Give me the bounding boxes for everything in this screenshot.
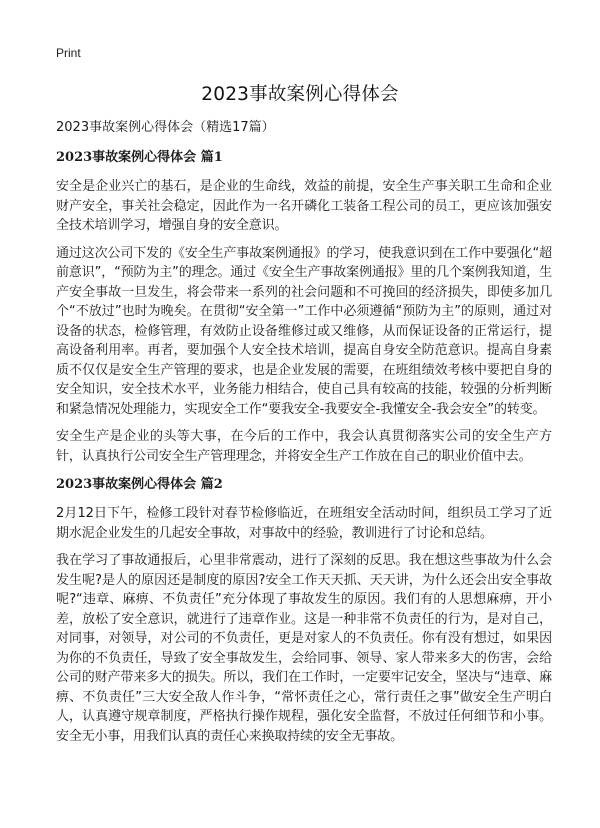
section-1 xyxy=(56,148,552,466)
paragraph: 安全是企业兴亡的基石，是企业的生命线，效益的前提，安全生产事关职工生命和企业财产安全，事关社会稳定，因此作为一名开磷化工装备工程公司的员工，更应该加强安全技术培训学习，增强自身的安全意识。 xyxy=(56,179,552,233)
section-heading: 2023事故案例心得体会 篇2 xyxy=(56,477,223,492)
paragraph: 我在学习了事故通报后，心里非常震动，进行了深刻的反思。我在想这些事故为什么会发生呢?是人的原因还是制度的原因?安全工作天天抓、天天讲，为什么还会出安全事故呢?“违章、麻痹、不负责任”充分体现了事故发生的原因。我们有的人思想麻痹，开小差，放松了安全意识，就进行了违章作业。这是一种非常不负责任的行为，是对自己，对同事，对领导，对公司的不负责任，更是对家人的不负责任。你有没有想过，如果因为你的不负责任，导致了安全事故发生，会给同事、领导、家人带来多大的伤害，会给公司的财产带来多大的损失。所以，我们在工作时，一定要牢记安全，坚决与“违章、麻痹、不负责任”三大安全敌人作斗争，“常怀责任之心，常行责任之事”做安全生产明白人，认真遵守规章制度，严格执行操作规程，强化安全监督，不放过任何细节和小事。安全无小事，用我们认真的责任心来换取持续的安全无事故。 xyxy=(56,553,552,744)
section-2 xyxy=(56,475,552,746)
paragraph: 2月12日下午，检修工段针对春节检修临近，在班组安全活动时间，组织员工学习了近期水泥企业发生的几起安全事故，对事故中的经验，教训进行了讨论和总结。 xyxy=(56,506,552,541)
section-heading: 2023事故案例心得体会 篇1 xyxy=(56,150,223,165)
document-subtitle: 2023事故案例心得体会（精选17篇） xyxy=(56,120,275,135)
print-link[interactable]: Print xyxy=(56,46,81,60)
paragraph: 安全生产是企业的头等大事，在今后的工作中，我会认真贯彻落实公司的安全生产方针，认真执行公司安全生产管理理念，并将安全生产工作放在自己的职业价值中去。 xyxy=(56,429,552,464)
paragraph: 通过这次公司下发的《安全生产事故案例通报》的学习，使我意识到在工作中要强化“超前意识”，“预防为主”的理念。通过《安全生产事故案例通报》里的几个案例我知道，生产安全事故一旦发生，将会带来一系列的社会问题和不可挽回的经济损失，即使多加几个“不放过”也时为晚矣。在贯彻“安全第一”工作中必须遵循“预防为主”的原则，通过对设备的状态，检修管理，有效防止设备维修过或又维修，从而保证设备的正常运行，提高设备利用率。再者，要加强个人安全技术培训，提高自身安全防范意识。提高自身素质不仅仅是安全生产管理的要求，也是企业发展的需要，在班组绩效考核中要把自身的安全知识，安全技术水平，业务能力相结合，使自己具有较高的技能，较强的分析判断和紧急情况处理能力，实现安全工作“要我安全-我要安全-我懂安全-我会安全”的转变。 xyxy=(56,245,552,417)
document-body xyxy=(56,118,552,754)
page-title: 2023事故案例心得体会 xyxy=(201,84,399,105)
